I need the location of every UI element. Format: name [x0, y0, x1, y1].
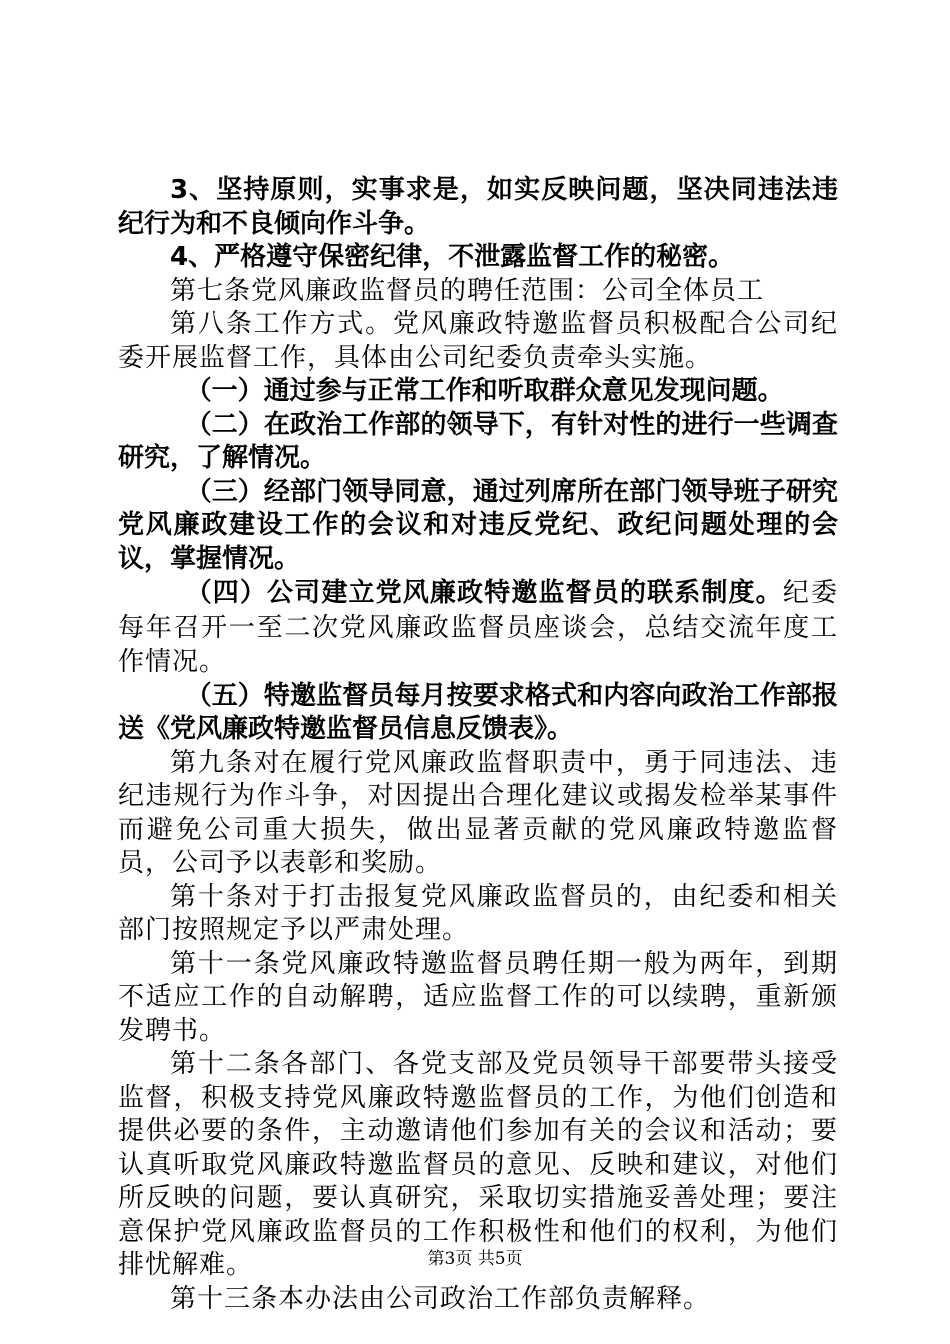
paragraph-item-2: （二）在政治工作部的领导下，有针对性的进行一些调查研究，了解情况。 — [118, 409, 838, 473]
paragraph-item-1: （一）通过参与正常工作和听取群众意见发现问题。 — [185, 376, 784, 406]
page-number-footer: 第3页 共5页 — [427, 1249, 523, 1269]
paragraph-article-8: 第八条工作方式。党风廉政特邀监督员积极配合公司纪委开展监督工作，具体由公司纪委负责牵头实施。 — [118, 309, 838, 373]
paragraph-article-13: 第十三条本办法由公司政治工作部负责解释。 — [170, 1283, 711, 1314]
paragraph-clause-3: 3、坚持原则，实事求是，如实反映问题，坚决同违法违纪行为和不良倾向作斗争。 — [118, 175, 838, 239]
paragraph-clause-4: 4、严格遵守保密纪律，不泄露监督工作的秘密。 — [170, 242, 735, 272]
paragraph-item-3: （三）经部门领导同意，通过列席所在部门领导班子研究党风廉政建设工作的会议和对违反党纪、政纪问题处理的会议，掌握情况。 — [118, 476, 838, 574]
paragraph-article-7: 第七条党风廉政监督员的聘任范围：公司全体员工 — [170, 275, 765, 306]
paragraph-item-5: （五）特邀监督员每月按要求格式和内容向政治工作部报送《党风廉政特邀监督员信息反馈表》。 — [118, 680, 838, 744]
paragraph-item-4-lead: （四）公司建立党风廉政特邀监督员的联系制度。 — [185, 578, 783, 608]
paragraph-article-11: 第十一条党风廉政特邀监督员聘任期一般为两年，到期不适应工作的自动解聘，适应监督工作的可以续聘，重新颁发聘书。 — [118, 948, 838, 1046]
paragraph-article-12: 第十二条各部门、各党支部及党员领导干部要带头接受监督，积极支持党风廉政特邀监督员的工作，为他们创造和提供必要的条件，主动邀请他们参加有关的会议和活动；要认真听取党风廉政特邀监督员的意见、反映和建议，对他们所反映的问题，要认真研究，采取切实措施妥善处理；要注意保护党风廉政监督员的工作积极性和他们的权利，为他们排忧解难。 — [118, 1049, 838, 1280]
paragraph-article-10: 第十条对于打击报复党风廉政监督员的，由纪委和相关部门按照规定予以严肃处理。 — [118, 881, 838, 945]
paragraph-item-4 — [118, 576, 838, 680]
document-body — [118, 174, 838, 1316]
paragraph-article-9: 第九条对在履行党风廉政监督职责中，勇于同违法、违纪违规行为作斗争，对因提出合理化建议或揭发检举某事件而避免公司重大损失，做出显著贡献的党风廉政特邀监督员，公司予以表彰和奖励。 — [118, 747, 838, 878]
paragraph-item-4-rest: 纪委每年召开一至二次党风廉政监督员座谈会，总结交流年度工作情况。 — [118, 578, 838, 677]
